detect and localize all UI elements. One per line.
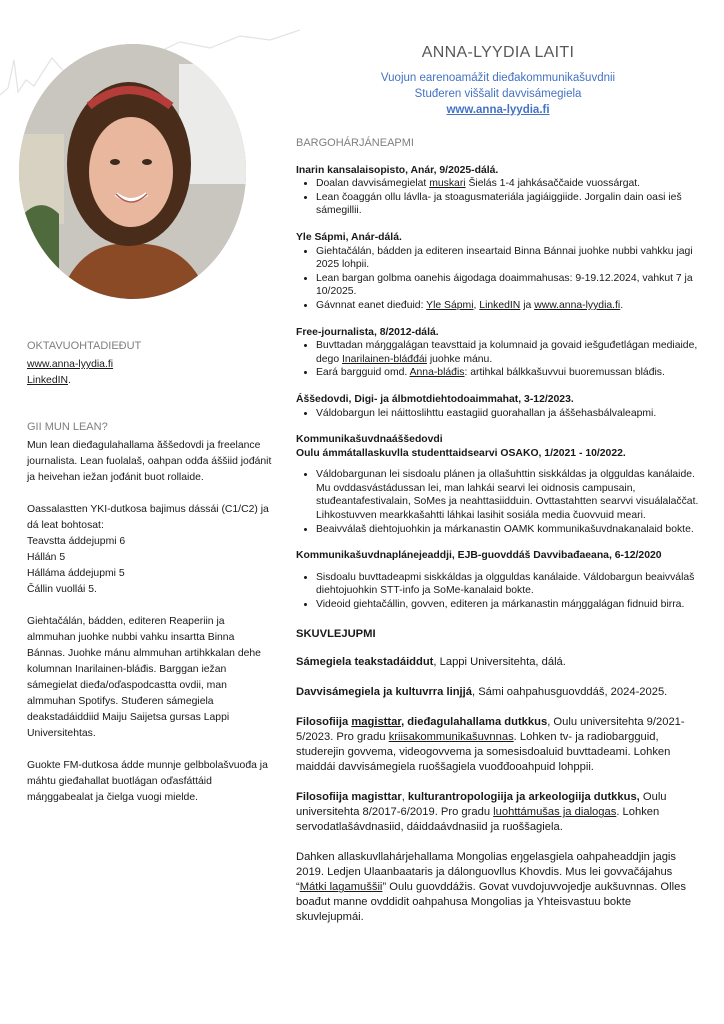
- education-title: SKUVLEJUPMI: [296, 627, 376, 640]
- profile-photo: [19, 44, 246, 299]
- anna-bladis-link[interactable]: Anna-bláđis: [409, 367, 465, 379]
- about-paragraph-1: Mun lean dieđagulahallama ăššedovdi ja freelance journalista. Lean fuolalaš, oahpan odđa áššiid jođánit ja heivehan iežan jođánit buot rollaide.: [27, 440, 272, 483]
- job-bullet: • Váldobargun lei náittoslihttu eastagiid guorahallan ja áššehasbálvaleapmi.: [316, 407, 700, 421]
- job-bullet: • Eará bargguid omd. Anna-bláđis: artihkal bálkkašuvvui buoremussan bláđis.: [316, 366, 700, 380]
- job-title: Free-journalista, 8/2012-dálá.: [296, 326, 439, 338]
- job-entry: [296, 433, 700, 536]
- website-link[interactable]: www.anna-lyydia.fi: [534, 299, 621, 311]
- work-experience-title: BARGOHÁRJÁNEAPMI: [296, 137, 414, 149]
- thesis-link-trust[interactable]: luohttámušas ja dialogas: [493, 806, 617, 819]
- job-bullet: • Giehtačálán, bádden ja editeren inseartaid Binna Bánnai juohke nubbi vahkku jagi 2025 lohpii.: [316, 245, 700, 272]
- job-entry: [296, 164, 700, 218]
- education-entry: Filosofiija magisttar, dieđagulahallama dutkkus, Oulu universitehta 9/2021-5/2023. Pro gradu kriisakommunikašuvnnas. Lohken tv- ja radiobargguid, studerejin govvema, videogovvema ja somesisdoaluid buvttadeami. Lohken maiddái davvisámegiela ruoššagiela vuođđooahpuid lohppii.: [296, 716, 685, 774]
- job-subtitle: Oulu ámmátallaskuvlla studenttaidsearvi OSAKO, 1/2021 - 10/2022.: [296, 447, 626, 459]
- education-entry: Dahken allaskuvllahárjehallama Mongolias eŋgelasgiela oahpaheaddjin jagis 2019. Ledjen Ulaanbaataris ja dálonguovllus Khovdis. Mus lei govvačájahus “Mátki lagamuššii” Oulu guovddážis. Govat vuvdojuvvojedje aukšuvnnas. Olles boađut manne ovddidit oahpahusa Mongolias ja Yhteisvastuu bokte skuvlejupmái.: [296, 851, 686, 924]
- job-title: Kommunikašuvdnaplánejeaddji, EJB-guovddáš Davvibađaeana, 6-12/2020: [296, 550, 662, 562]
- yki-score: Hálláma áddejupmi 5: [27, 568, 125, 579]
- tagline-1: Vuojun earenoamážit dieđakommunikašuvdnii: [380, 72, 616, 84]
- muskari-link[interactable]: muskari: [429, 178, 466, 190]
- contact-linkedin-suffix: .: [68, 375, 71, 386]
- exhibition-link[interactable]: Mátki lagamuššii: [299, 881, 383, 894]
- job-bullet: • Sisdoalu buvttadeapmi siskkáldas ja olgguldas kanálaide. Váldobargun beaivválaš diehtojuohkin STT-info ja SoMe-kanalaid bokte.: [316, 571, 700, 598]
- thesis-link-crisis[interactable]: kriisakommunikašuvnnas: [388, 731, 514, 744]
- cv-header: [280, 44, 716, 118]
- about-paragraph-3: Giehtačálán, bádden, editeren Reaperiin ja almmuhan juohke nubbi vahku insartta Binna Bánnas. Juohke mánu almmuhan artihkkalan dehe kolumnan Inarilainen-bláđis. Barggan iežan sámegielat dieđa/oďaspodcastta ovdii, man almmuhan Spotifys. Stuđeren sámegiela deakstadáiddiid Maiju Saijetsa gursas Lappi Universitehtas.: [27, 616, 261, 739]
- inarilainen-link[interactable]: Inarilainen-bláđđái: [342, 353, 427, 365]
- job-bullet: • Lean bargan golbma oanehis áigodaga doaimmahusas: 9-19.12.2024, vahkut 7 ja 10/2025.: [316, 272, 700, 299]
- person-name: ANNA-LYYDIA LAITI: [421, 44, 575, 61]
- education-entry: Sámegiela teakstadáiddut, Lappi Universitehta, dálá.: [296, 656, 566, 669]
- about-paragraph-4: Guokte FM-dutkosa ádde munnje gelbbolašvuođa ja máhtu gieđahallat buotlágan oďasfáttáid máŋggabealat ja čielga vuogi mielde.: [27, 760, 268, 803]
- job-title: Kommunikašuvdnaáššedovdi: [296, 434, 443, 446]
- right-column: [296, 137, 700, 940]
- job-bullet: • Beaivválaš diehtojuohkin ja márkanastin OAMK kommunikašuvdnakanalaid bokte.: [316, 523, 700, 537]
- yle-sapmi-link[interactable]: Yle Sápmi: [426, 299, 474, 311]
- yki-intro: Oassalastten YKI-dutkosa bajimus dássái (C1/C2) ja dá leat bohtosat:: [27, 504, 269, 531]
- job-bullet: • Doalan davvisámegielat muskari Šielás 1-4 jahkásaččaide vuossárgat.: [316, 177, 700, 191]
- job-title: Inarin kansalaisopisto, Anár, 9/2025-dálá.: [296, 164, 499, 176]
- contact-website-link[interactable]: www.anna-lyydia.fi: [27, 359, 114, 370]
- education-entry: Davvisámegiela ja kultuvrra linjjá, Sámi oahpahusguovddáš, 2024-2025.: [296, 686, 668, 699]
- job-bullet: • Buvttadan máŋggalágan teavsttaid ja kolumnaid ja govaid iešguđetlágan mediaide, dego Inarilainen-bláđđái juohke mánu.: [316, 339, 700, 366]
- yki-score: Čállin vuollái 5.: [27, 584, 97, 595]
- magisttar-link[interactable]: magisttar: [351, 716, 402, 729]
- portrait-illustration: [19, 44, 246, 299]
- about-paragraph-2: [27, 502, 275, 598]
- job-bullet: • Gávnnat eanet dieđuid: Yle Sápmi, LinkedIN ja www.anna-lyydia.fi.: [316, 299, 700, 313]
- tagline-2: Stuđeren viššalit davvisámegiela: [414, 88, 582, 100]
- job-entry: [296, 231, 700, 313]
- about-title: GII MUN LEAN?: [27, 421, 108, 433]
- job-entry: [296, 549, 700, 611]
- job-entry: [296, 326, 700, 380]
- left-column: [27, 338, 275, 822]
- yki-score: Hállán 5: [27, 552, 66, 563]
- job-title: Yle Sápmi, Anár-dálá.: [296, 231, 402, 243]
- job-title: Áššedovdi, Digi- ja álbmotdiehtodoaimmahat, 3-12/2023.: [296, 393, 574, 405]
- contact-linkedin-row: [27, 373, 275, 389]
- linkedin-link[interactable]: LinkedIN: [479, 299, 521, 311]
- job-bullet: • Lean čoaggán ollu lávlla- ja stoagusmateriála jagiáiggiide. Jorgalin dain oasi ieš sámegillii.: [316, 191, 700, 218]
- job-entry: [296, 393, 700, 420]
- education-entry: Filosofiija magisttar, kulturantropologiija ja arkeologiija dutkkus, Oulu universitehta 8/2017-6/2019. Pro gradu luohttámušas ja dialogas. Lohken servodatlašávdnasiid, dáiddaávdnasiid ja ruoššagiela.: [296, 791, 667, 834]
- contact-linkedin-link[interactable]: LinkedIN: [27, 375, 69, 386]
- contact-title: OKTAVUOHTADIEĐUT: [27, 340, 142, 352]
- job-bullet: • Videoid giehtačállin, govven, editeren ja márkanastin máŋggalágan fidnuid birra.: [316, 598, 700, 612]
- header-website-link[interactable]: www.anna-lyydia.fi: [446, 104, 550, 116]
- yki-score: Teavstta áddejupmi 6: [27, 536, 126, 547]
- job-bullet: • Váldobargunan lei sisdoalu plánen ja ollašuhttin siskkáldas ja olgguldas kanálaide. Mu ovddasvástádussan lei, man lahkái searvi lei oidnosis campusain, stuđeantafestivalain, SoMes ja neahttasiidduin. Ovttastahtten searvvi visuálalaččat. Lihkostuvven mearkkašahtti láhkai lasihit sosiála media čuovvuid meari.: [316, 468, 700, 522]
